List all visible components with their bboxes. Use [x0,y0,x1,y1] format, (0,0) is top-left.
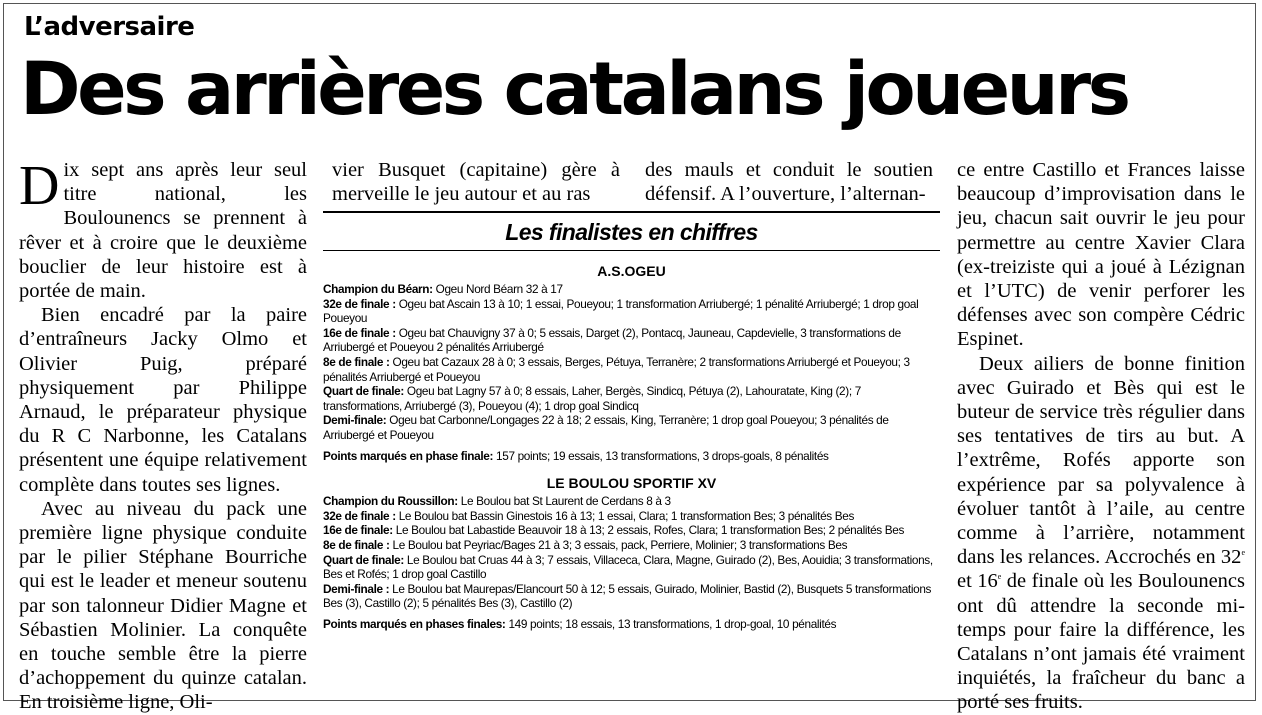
paragraph: des mauls et conduit le soutien défensif. A l’ouverture, l’alternan- [645,159,933,206]
result-detail: Le Boulou bat Labastide Beauvoir 18 à 13; 2 essais, Rofes, Clara; 1 transformation Bes; 2 pénalités Bes [392,523,905,538]
points-label: Points marqués en phase finale: [323,448,494,463]
result-round-label: Quart de finale: [323,552,404,567]
result-detail: Ogeu Nord Béarn 32 à 17 [432,282,563,296]
team-name-le-boulou: LE BOULOU SPORTIF XV [546,475,717,492]
result-round-label: 8e de finale : [323,537,390,552]
result-row [323,384,940,413]
paragraph: ce entre Castillo et Frances laisse beaucoup d’improvisation dans le jeu, chacun sait ouvrir le jeu pour permettre au centre Xavier Clara (ex-treiziste qui a joué à Lézignan et l’UTC) de venir perforer les défenses avec son compère Cédric Espinet. [957,159,1245,351]
paragraph: Avec au niveau du pack une première ligne physique conduite par le pilier Stéphane Bourriche qui est le leader et meneur soutenu par son talonneur Didier Magne et Sébastien Molinier. La conquête en touche semble être la pierre d’achoppement du quinze catalan. En troisième ligne, Oli- [19,497,307,714]
stats-box [323,211,940,691]
result-row [323,553,940,582]
result-row [323,413,940,442]
paragraph: Bien encadré par la paire d’entraîneurs Jacky Olmo et Olivier Puig, préparé physiquement par Philippe Arnaud, le préparateur physique du R C Narbonne, les Catalans présentent une équipe relativement complète dans toutes ses lignes. [19,304,307,496]
result-round-label: Quart de finale: [323,384,404,399]
result-round-label: 8e de finale : [323,354,390,369]
result-detail: Le Boulou bat Cruas 44 à 3; 7 essais, Villaceca, Clara, Magne, Guirado (2), Bes, Aouidia; 3 transformations, Bes et Rofés; 1 drop goal Castillo [323,552,933,582]
team-le-boulou-results [323,494,940,611]
result-row [323,297,940,326]
article-column-1 [19,155,307,715]
article-column-3 [645,158,933,206]
result-row [323,538,940,553]
result-round-label: 32e de finale : [323,296,396,311]
result-row [323,494,940,509]
team-ogeu-points [323,449,940,464]
result-round-label: 16e de finale: [323,523,393,538]
result-row [323,326,940,355]
result-detail: Le Boulou bat Bassin Ginestois 16 à 13; 1 essai, Clara; 1 transformation Bes; 3 pénalités Bes [395,508,855,523]
paragraph-text: ix sept ans après leur seul titre national, les Boulounencs se prennent à rêver et à croire que le deuxième bouclier de leur histoire est à portée de main. [19,159,307,303]
result-row [323,523,940,538]
result-detail: Le Boulou bat Maurepas/Elancourt 50 à 12; 5 essais, Guirado, Molinier, Bastid (2), Busquets 5 transformations Bes (3), Castillo (2); 5 pénalités Bes (3), Castillo (2) [323,581,932,611]
box-title: Les finalistes en chiffres [323,213,940,251]
headline: Des arrières catalans joueurs [20,47,1128,132]
result-row [323,582,940,611]
result-round-label: 32e de finale : [323,508,396,523]
result-detail: Ogeu bat Carbonne/Longages 22 à 18; 2 essais, King, Terranère; 1 drop goal Poueyou; 3 pénalités de Arriubergé et Poueyou [323,413,889,442]
result-round-label: Demi-finale: [323,413,387,428]
result-detail: Ogeu bat Cazaux 28 à 0; 3 essais, Berges, Pétuya, Terranère; 2 transformations Arriubergé et Poueyou; 3 pénalités Arriubergé et Poueyou [323,354,910,384]
result-row [323,355,940,384]
paragraph [19,155,307,303]
result-round-label: Champion du Roussillon: [323,494,458,509]
points-label: Points marqués en phases finales: [323,616,506,631]
result-detail: Le Boulou bat St Laurent de Cerdans 8 à 3 [457,494,671,509]
paragraph: Deux ailiers de bonne finition avec Guirado et Bès qui est le buteur de service très régulier dans ses tentatives de tirs au but. A l’extrême, Rofés apporte son expérience par sa polyvalence à évoluer tantôt à l’aile, au centre comme à l’arrière, notamment dans les relances. Accrochés en 32e et 16e de finale où les Boulounencs ont dû attendre la seconde mi-temps pour faire la différence, les Catalans n’ont jamais été vraiment inquiétés, la fraîcheur du banc a porté ses fruits. [957,352,1245,714]
team-name-ogeu: A.S.OGEU [597,263,666,279]
result-row [323,509,940,524]
result-detail: Le Boulou bat Peyriac/Bages 21 à 3; 3 essais, pack, Perriere, Molinier; 3 transformations Bes [389,537,848,552]
drop-cap: D [19,155,60,217]
team-le-boulou-points [323,617,940,632]
points-text: 157 points; 19 essais, 13 transformations, 3 drops-goals, 8 pénalités [493,448,829,463]
result-detail: Ogeu bat Chauvigny 37 à 0; 5 essais, Darget (2), Pontacq, Jauneau, Capdevielle, 3 transformations de Arriubergé et Poueyou 2 pénalités Arriubergé [323,325,901,355]
paragraph: vier Busquet (capitaine) gère à merveille le jeu autour et au ras [332,159,620,206]
points-text: 149 points; 18 essais, 13 transformations, 1 drop-goal, 10 pénalités [505,616,837,631]
result-round-label: 16e de finale : [323,325,396,340]
result-round-label: Demi-finale : [323,581,390,596]
article-column-4 [957,158,1245,715]
result-detail: Ogeu bat Lagny 57 à 0; 8 essais, Laher, Bergès, Sindicq, Pétuya (2), Lahouratate, King (2); 7 transformations, Arriubergé (3), Poueyou (4); 1 drop goal Sindicq [323,384,861,413]
article-column-2 [332,158,620,206]
team-ogeu-results [323,282,940,443]
section-kicker: L’adversaire [24,12,195,42]
result-detail: Ogeu bat Ascain 13 à 10; 1 essai, Poueyou; 1 transformation Arriubergé; 1 pénalité Arriubergé; 1 drop goal Poueyou [323,296,919,326]
result-round-label: Champion du Béarn: [323,282,433,296]
result-row [323,282,940,297]
